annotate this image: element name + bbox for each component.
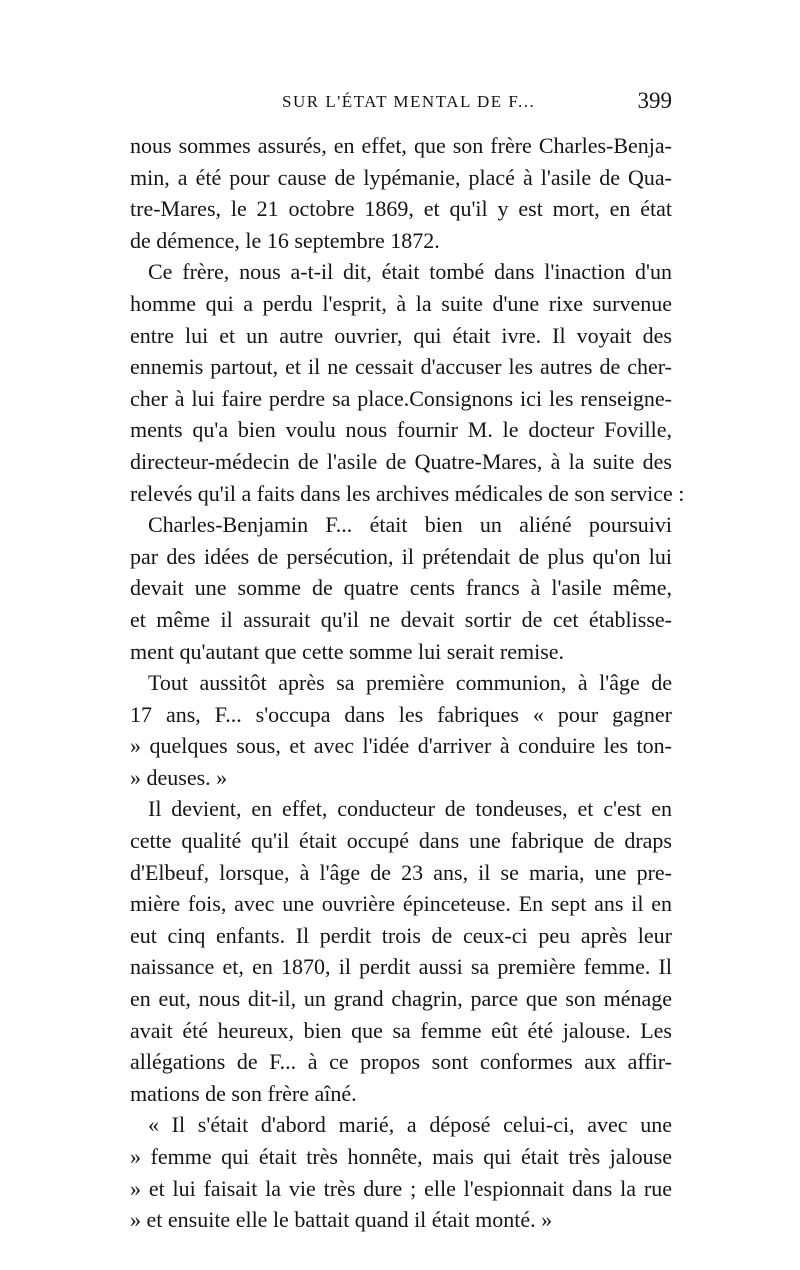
text-line: nous sommes assurés, en effet, que son frère Charles-Benja- (130, 133, 672, 158)
text-line: homme qui a perdu l'esprit, à la suite d'une rixe survenue (130, 290, 672, 316)
text-line: » femme qui était très honnête, mais qui était très jalouse (130, 1144, 672, 1169)
running-head: SUR L'ÉTAT MENTAL DE F... (282, 92, 536, 111)
text-line: cher à lui faire perdre sa place.Consignons ici les renseigne- (130, 385, 672, 411)
body-text (130, 130, 685, 1236)
text-line: d'Elbeuf, lorsque, à l'âge de 23 ans, il se maria, une pre- (130, 859, 672, 885)
text-line: Tout aussitôt après sa première communion, à l'âge de (148, 670, 672, 696)
text-line: mière fois, avec une ouvrière épinceteuse. En sept ans il en (130, 891, 672, 917)
text-line: Ce frère, nous a-t-il dit, était tombé dans l'inaction d'un (148, 259, 672, 285)
text-line: avait été heureux, bien que sa femme eût été jalouse. Les (130, 1017, 672, 1043)
text-line: ments qu'a bien voulu nous fournir M. le docteur Foville, (130, 417, 672, 443)
page-number: 399 (637, 88, 672, 113)
text-line: tre-Mares, le 21 octobre 1869, et qu'il y est mort, en état (130, 196, 672, 222)
text-line: directeur-médecin de l'asile de Quatre-Mares, à la suite des (130, 448, 672, 474)
text-line: naissance et, en 1870, il perdit aussi sa première femme. Il (130, 954, 672, 980)
text-line: relevés qu'il a faits dans les archives médicales de son service : (130, 480, 685, 506)
text-line: min, a été pour cause de lypémanie, placé à l'asile de Qua- (130, 164, 672, 190)
text-line: en eut, nous dit-il, un grand chagrin, parce que son ménage (130, 986, 672, 1012)
text-line: » et lui faisait la vie très dure ; elle l'espionnait dans la rue (130, 1175, 672, 1201)
text-line: » et ensuite elle le battait quand il était monté. » (130, 1207, 553, 1233)
text-line: cette qualité qu'il était occupé dans une fabrique de draps (130, 828, 672, 854)
text-line: eut cinq enfants. Il perdit trois de ceux-ci peu après leur (130, 922, 672, 948)
text-line: » deuses. » (130, 764, 228, 790)
text-line: de démence, le 16 septembre 1872. (130, 227, 440, 253)
text-line: « Il s'était d'abord marié, a déposé celui-ci, avec une (148, 1112, 672, 1138)
text-line: 17 ans, F... s'occupa dans les fabriques « pour gagner (130, 701, 672, 727)
text-line: ennemis partout, et il ne cessait d'accuser les autres de cher- (130, 354, 672, 380)
text-line: Charles-Benjamin F... était bien un aliéné poursuivi (148, 512, 672, 538)
text-line: Il devient, en effet, conducteur de tondeuses, et c'est en (148, 796, 672, 822)
text-line: allégations de F... à ce propos sont conformes aux affir- (130, 1049, 672, 1075)
text-line: mations de son frère aîné. (130, 1080, 357, 1106)
text-line: devait une somme de quatre cents francs à l'asile même, (130, 575, 672, 601)
text-line: » quelques sous, et avec l'idée d'arriver à conduire les ton- (130, 733, 672, 759)
text-line: ment qu'autant que cette somme lui serait remise. (130, 638, 565, 664)
text-line: et même il assurait qu'il ne devait sortir de cet établisse- (130, 606, 672, 632)
text-line: par des idées de persécution, il prétendait de plus qu'on lui (130, 543, 672, 569)
text-line: entre lui et un autre ouvrier, qui était ivre. Il voyait des (130, 322, 672, 348)
page-header (130, 88, 672, 118)
